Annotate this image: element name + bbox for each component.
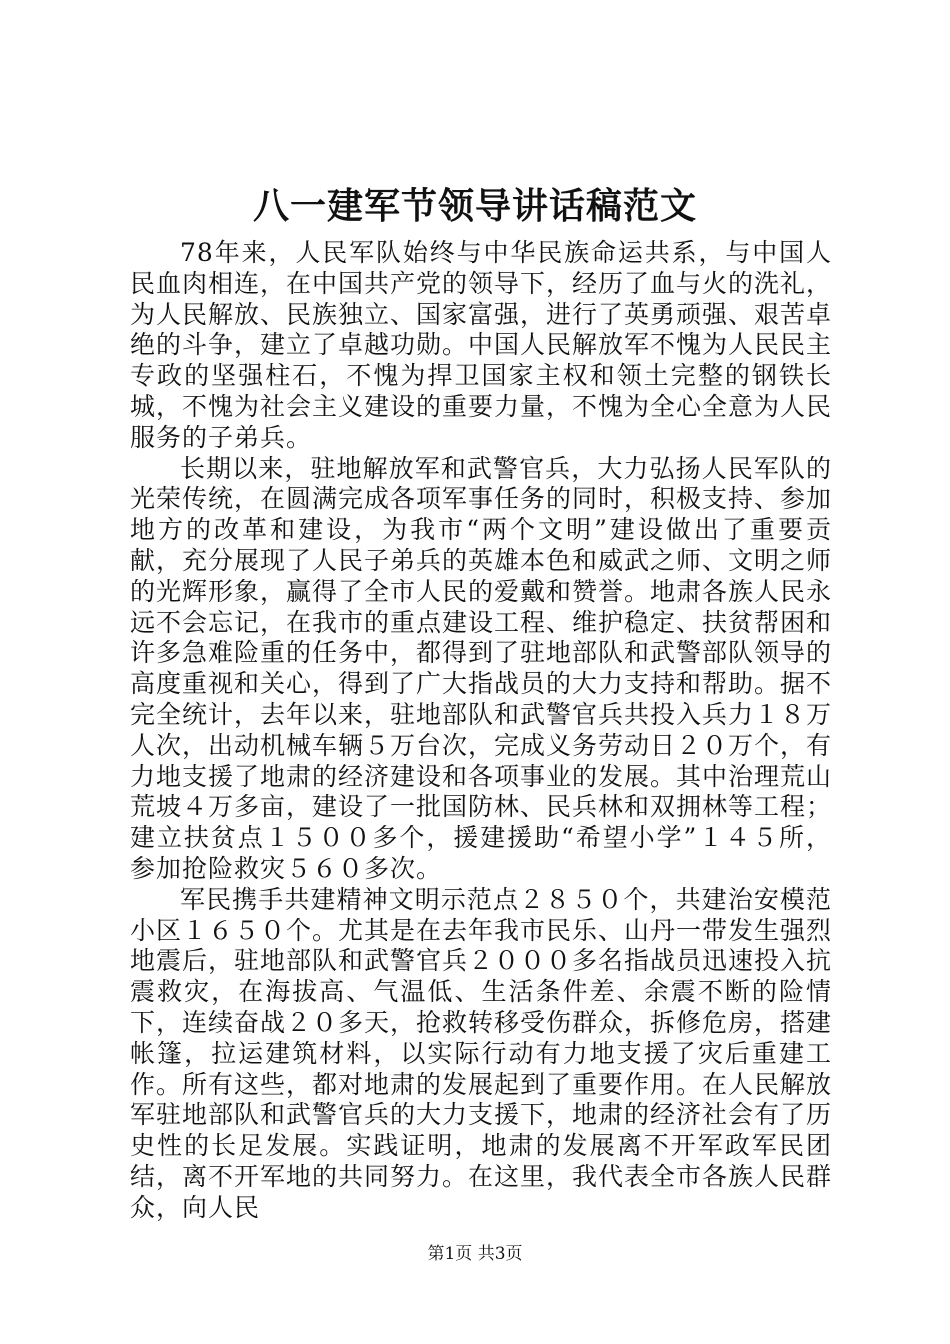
document-body <box>130 238 832 1224</box>
paragraph: 78年来，人民军队始终与中华民族命运共系，与中国人民血肉相连，在中国共产党的领导下，经历了血与火的洗礼，为人民解放、民族独立、国家富强，进行了英勇顽强、艰苦卓绝的斗争，建立了卓越功勋。中国人民解放军不愧为人民民主专政的坚强柱石，不愧为捍卫国家主权和领土完整的钢铁长城，不愧为社会主义建设的重要力量，不愧为全心全意为人民服务的子弟兵。 <box>130 238 833 452</box>
page-number-footer: 第1页 共3页 <box>427 1244 523 1264</box>
paragraph: 长期以来，驻地解放军和武警官兵，大力弘扬人民军队的光荣传统，在圆满完成各项军事任务的同时，积极支持、参加地方的改革和建设，为我市“两个文明”建设做出了重要贡献，充分展现了人民子弟兵的英雄本色和威武之师、文明之师的光辉形象，赢得了全市人民的爱戴和赞誉。地肃各族人民永远不会忘记，在我市的重点建设工程、维护稳定、扶贫帮困和许多急难险重的任务中，都得到了驻地部队和武警部队领导的高度重视和关心，得到了广大指战员的大力支持和帮助。据不完全统计，去年以来，驻地部队和武警官兵共投入兵力１８万人次，出动机械车辆５万台次，完成义务劳动日２０万个，有力地支援了地肃的经济建设和各项事业的发展。其中治理荒山荒坡４万多亩，建设了一批国防林、民兵林和双拥林等工程；建立扶贫点１５００多个，援建援助“希望小学”１４５所，参加抢险救灾５６０多次。 <box>130 453 833 883</box>
paragraph: 军民携手共建精神文明示范点２８５０个，共建治安模范小区１６５０个。尤其是在去年我市民乐、山丹一带发生强烈地震后，驻地部队和武警官兵２０００多名指战员迅速投入抗震救灾，在海拔高、气温低、生活条件差、余震不断的险情下，连续奋战２０多天，抢救转移受伤群众，拆修危房，搭建帐篷，拉运建筑材料，以实际行动有力地支援了灾后重建工作。所有这些，都对地肃的发展起到了重要作用。在人民解放军驻地部队和武警官兵的大力支援下，地肃的经济社会有了历史性的长足发展。实践证明，地肃的发展离不开军政军民团结，离不开军地的共同努力。在这里，我代表全市各族人民群众，向人民 <box>130 884 833 1222</box>
document-title: 八一建军节领导讲话稿范文 <box>252 185 697 227</box>
